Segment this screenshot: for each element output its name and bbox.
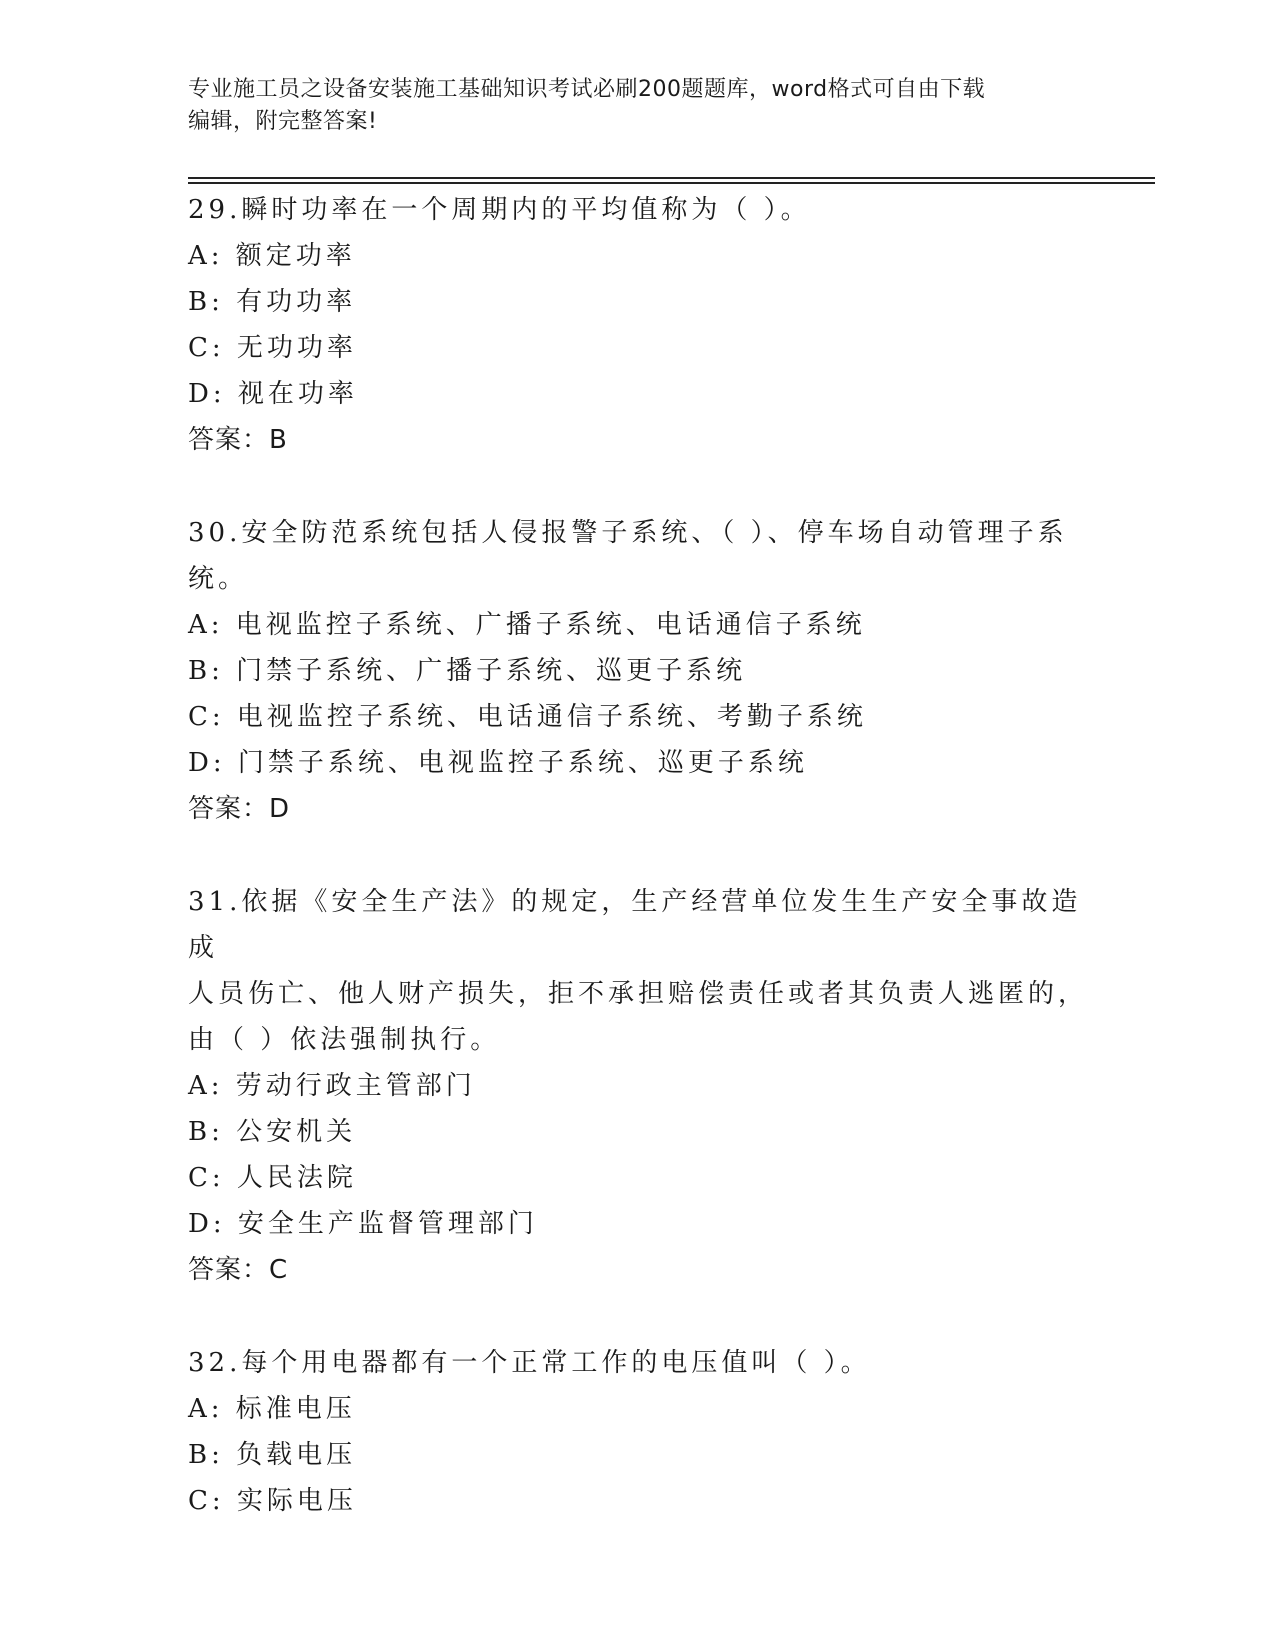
option-a: A: 额定功率 [188, 241, 356, 271]
answer: 答案：D [188, 794, 291, 824]
question-spacer [188, 832, 1088, 879]
header-divider-bottom [188, 182, 1155, 184]
question-32 [188, 1340, 1088, 1524]
header-divider-top [188, 177, 1155, 179]
question-text-line-3: 由（ ）依法强制执行。 [188, 1025, 501, 1055]
question-30 [188, 510, 1088, 832]
question-text-line-2: 统。 [188, 564, 249, 594]
question-text-line-1: 30.安全防范系统包括人侵报警子系统、（ ）、停车场自动管理子系 [188, 518, 1068, 548]
option-d: D: 视在功率 [188, 379, 358, 409]
option-c: C: 实际电压 [188, 1486, 357, 1516]
option-d: D: 门禁子系统、电视监控子系统、巡更子系统 [188, 748, 808, 778]
option-c: C: 电视监控子系统、电话通信子系统、考勤子系统 [188, 702, 867, 732]
option-a: A: 劳动行政主管部门 [188, 1071, 476, 1101]
question-31 [188, 879, 1088, 1293]
answer: 答案：C [188, 1255, 289, 1285]
option-a: A: 电视监控子系统、广播子系统、电话通信子系统 [188, 610, 866, 640]
question-text: 32.每个用电器都有一个正常工作的电压值叫（ ）。 [188, 1348, 871, 1378]
option-b: B: 公安机关 [188, 1117, 357, 1147]
option-c: C: 人民法院 [188, 1163, 357, 1193]
option-b: B: 负载电压 [188, 1440, 357, 1470]
option-a: A: 标准电压 [188, 1394, 356, 1424]
question-text-line-2: 人员伤亡、他人财产损失，拒不承担赔偿责任或者其负责人逃匿的， [188, 979, 1089, 1009]
option-b: B: 有功功率 [188, 287, 357, 317]
question-text-line-1: 31.依据《安全生产法》的规定，生产经营单位发生生产安全事故造成 [188, 887, 1082, 963]
document-header [188, 74, 1068, 138]
answer: 答案：B [188, 425, 288, 455]
question-29 [188, 187, 1088, 463]
question-spacer [188, 463, 1088, 510]
option-b: B: 门禁子系统、广播子系统、巡更子系统 [188, 656, 747, 686]
question-list [188, 187, 1088, 1524]
header-title-line-1: 专业施工员之设备安装施工基础知识考试必刷200题题库，word格式可自由下载 [188, 77, 986, 102]
option-d: D: 安全生产监督管理部门 [188, 1209, 538, 1239]
question-text: 29.瞬时功率在一个周期内的平均值称为（ ）。 [188, 195, 811, 225]
option-c: C: 无功功率 [188, 333, 357, 363]
header-title-line-2: 编辑，附完整答案! [188, 109, 378, 134]
question-spacer [188, 1293, 1088, 1340]
